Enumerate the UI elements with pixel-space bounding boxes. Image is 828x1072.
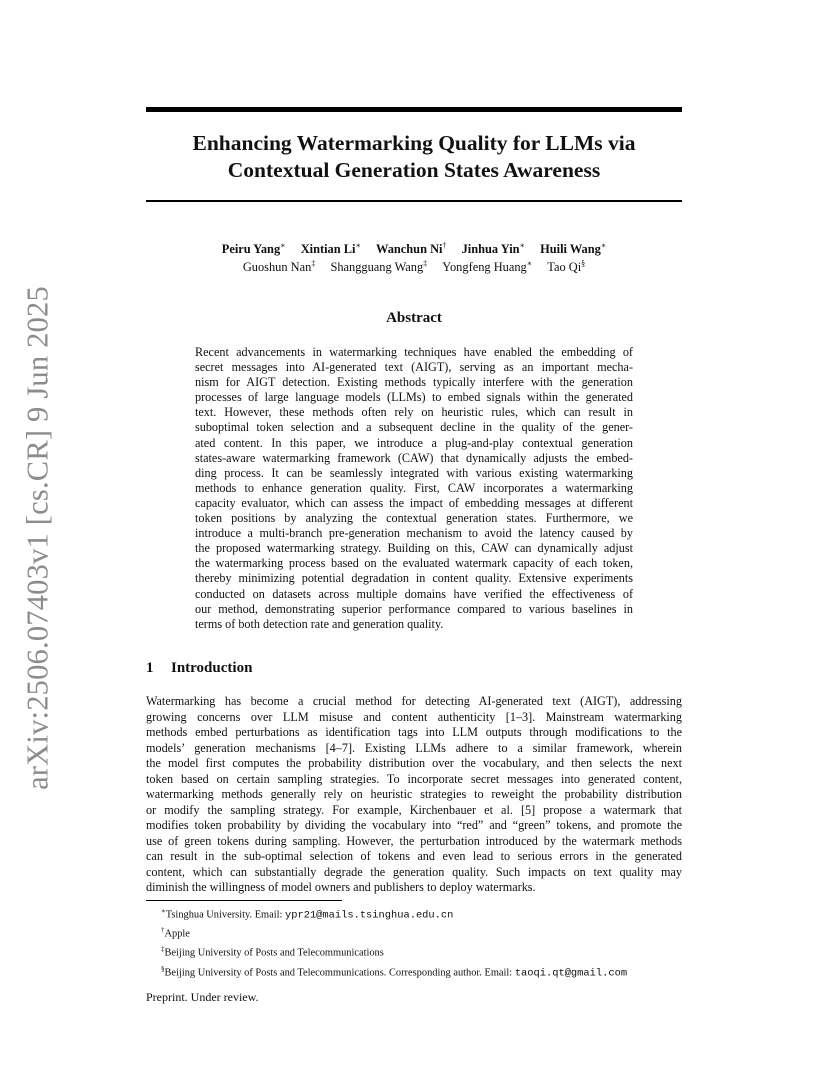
- footnotes: [161, 904, 627, 981]
- abstract-heading: Abstract: [386, 310, 442, 326]
- author: Xintian Li∗: [300, 241, 361, 257]
- abstract-line: methods to enhance generation quality. First, CAW incorporates a watermarking: [195, 480, 633, 495]
- arxiv-identifier: arXiv:2506.07403v1 [cs.CR] 9 Jun 2025: [20, 286, 55, 790]
- intro-line: models’ generation mechanisms [4–7]. Existing LLMs adhere to a similar framework, wherein: [146, 740, 682, 755]
- abstract-line: ding process. It can be seamlessly integrated with various existing watermarking: [195, 465, 633, 480]
- preprint-notice: Preprint. Under review.: [146, 990, 259, 1004]
- abstract-line: our method, demonstrating superior performance compared to various baselines in: [195, 601, 633, 616]
- abstract-line: thereby minimizing potential degradation in content quality. Extensive experiments: [195, 571, 633, 586]
- intro-line: methods embed perturbations as identification tags into LLM outputs through modifications to the: [146, 725, 682, 739]
- abstract-line: introduce a multi-branch pre-generation mechanism to avoid the latency caused by: [195, 526, 633, 541]
- author: Tao Qi§: [547, 259, 586, 275]
- title-line: Enhancing Watermarking Quality for LLMs via: [192, 131, 636, 155]
- author: Peiru Yang∗: [221, 241, 286, 257]
- email-link[interactable]: taoqi.qt@gmail.com: [514, 966, 628, 979]
- intro-line: Watermarking has become a crucial method for detecting AI-generated text (AIGT), addressing: [146, 694, 682, 708]
- intro-line: diminish the willingness of model owners and publishers to deploy watermarks.: [146, 880, 536, 894]
- abstract-line: secret messages into AI-generated text (AIGT), serving as an important mecha-: [195, 360, 633, 375]
- section-number: 1: [146, 660, 154, 676]
- abstract-line: the proposed watermarking strategy. Building on this, CAW can dynamically adjust: [195, 541, 633, 556]
- author: Guoshun Nan‡: [242, 259, 316, 275]
- abstract-line: suboptimal token selection and a subsequent decline in the quality of the gener-: [195, 420, 633, 435]
- abstract-line: processes of large language models (LLMs) to embed signals within the generated: [195, 390, 633, 405]
- abstract-line: the watermarking process based on the evaluated watermark capacity of each token,: [195, 556, 633, 571]
- abstract-line: ated content. In this paper, we introduce a plug-and-play contextual generation: [195, 435, 633, 450]
- intro-line: can result in the sub-optimal selection of tokens and even lead to serious errors in the generated: [146, 849, 682, 863]
- intro-line: use of green tokens during sampling. However, the perturbation introduced by the watermark methods: [146, 833, 682, 848]
- footnote: ∗Tsinghua University. Email: ypr21@mails.tsinghua.edu.cn: [161, 907, 454, 922]
- abstract-line: capacity evaluator, which can assess the impact of embedding messages at different: [195, 495, 633, 510]
- abstract-line: states-aware watermarking framework (CAW) that dynamically adjusts the embed-: [195, 450, 633, 465]
- intro-line: modifies token probability by dividing the vocabulary into “red” and “green” tokens, and promote the: [146, 818, 682, 832]
- intro-line: the model first computes the probability distribution over the vocabulary, and then selects the next: [146, 756, 682, 770]
- author: Huili Wang∗: [540, 241, 607, 257]
- author-list-line-2: [146, 256, 682, 275]
- intro-line: watermarking methods generally rely on heuristic strategies to reweight the probability distribution: [146, 787, 682, 801]
- title-top-rule: [146, 107, 682, 112]
- footnote: ‡Beijing University of Posts and Telecommunications: [161, 945, 384, 959]
- email-link[interactable]: ypr21@mails.tsinghua.edu.cn: [285, 909, 454, 922]
- author: Yongfeng Huang∗: [442, 259, 533, 275]
- footnote: §Beijing University of Posts and Telecommunications. Corresponding author. Email: taoqi.qt@gmail.com: [161, 964, 628, 979]
- intro-line: content, which can substantially degrade the generation quality. Such impacts on text quality may: [146, 864, 682, 879]
- intro-line: token based on certain sampling strategies. To incorporate secret messages into generated content,: [146, 771, 682, 786]
- footnote-rule: [146, 900, 342, 901]
- abstract-line: terms of both detection rate and generation quality.: [195, 616, 444, 631]
- title-line: Contextual Generation States Awareness: [227, 158, 601, 182]
- abstract-line: nism for AIGT detection. Existing methods typically interfere with the generation: [195, 375, 633, 390]
- title-bottom-rule: [146, 200, 682, 202]
- abstract-body: [195, 345, 633, 632]
- abstract-line: token positions by analyzing the contextual generation states. Furthermore, we: [195, 511, 633, 526]
- author: Jinhua Yin∗: [461, 241, 525, 257]
- intro-line: or modify the sampling strategy. For example, Kirchenbauer et al. [5] propose a watermark that: [146, 802, 682, 817]
- paper-title: [146, 130, 682, 184]
- author-list-line-1: [146, 238, 682, 257]
- abstract-line: conducted on datasets across multiple domains have verified the effectiveness of: [195, 586, 633, 601]
- section-heading-introduction: [146, 659, 252, 677]
- abstract-line: Recent advancements in watermarking techniques have enabled the embedding of: [195, 345, 633, 359]
- author: Shangguang Wang‡: [330, 259, 428, 275]
- footnote: †Apple: [161, 926, 190, 940]
- introduction-body: [146, 694, 682, 896]
- section-title: Introduction: [171, 660, 253, 676]
- intro-line: growing concerns over LLM misuse and content authenticity [1–3]. Mainstream watermarking: [146, 709, 682, 724]
- abstract-line: text. However, these methods often rely on heuristic rules, which can result in: [195, 405, 633, 420]
- author: Wanchun Ni†: [376, 241, 447, 257]
